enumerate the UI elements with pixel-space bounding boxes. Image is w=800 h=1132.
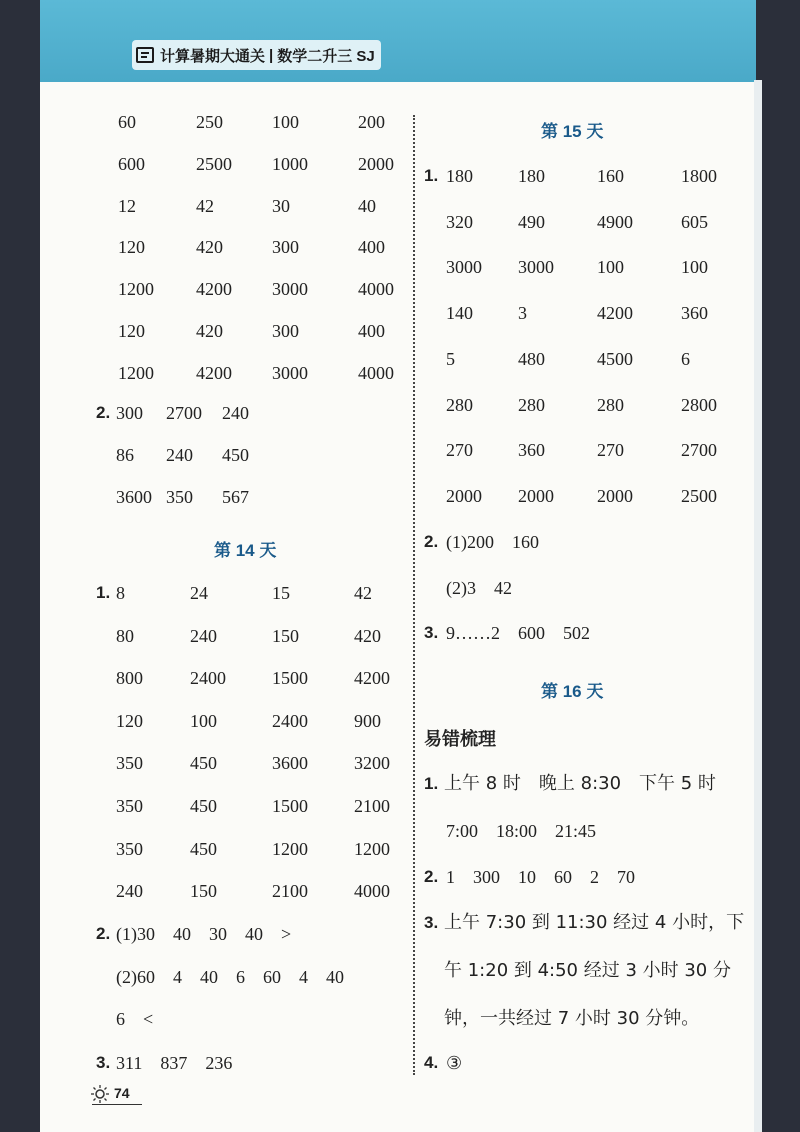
page-number: 74 [114, 1085, 130, 1101]
header-banner [132, 40, 381, 70]
day15-cell: 1800 [681, 166, 717, 186]
left-top-cell: 2000 [358, 153, 394, 174]
day15-cell: 100 [681, 257, 708, 278]
day15-q2-label: 2. [424, 532, 439, 551]
left-top-cell: 300 [272, 237, 299, 258]
day15-q2-line1: (1)200 160 [446, 532, 539, 552]
day14-cell: 900 [354, 710, 381, 731]
day14-cell: 4200 [354, 668, 390, 689]
day16-q4-answer: ③ [446, 1053, 463, 1073]
day15-cell: 100 [597, 257, 624, 278]
day14-title: 第 14 天 [214, 541, 277, 560]
day14-cell: 800 [116, 668, 143, 689]
day15-cell: 3 [518, 303, 527, 324]
day14-cell: 450 [190, 838, 217, 859]
day16-q2-label: 2. [424, 867, 439, 886]
day16-q3-line3: 钟，一共经过 7 小时 30 分钟。 [444, 1008, 700, 1029]
left-top-cell: 1200 [118, 362, 154, 383]
left-top-cell: 250 [196, 112, 223, 132]
left-top-cell: 2500 [196, 153, 232, 174]
day14-q2-line3: 6 < [116, 1009, 154, 1029]
day14-q2-line2: (2)60 4 40 6 60 4 40 [116, 967, 344, 987]
day14-cell: 1500 [272, 796, 308, 816]
day15-cell: 4500 [597, 348, 633, 369]
left-q2-cell: 350 [166, 487, 193, 507]
left-top-cell: 420 [196, 237, 223, 258]
day15-q3-answer: 9……2 600 502 [446, 623, 590, 643]
day14-cell: 2100 [272, 881, 308, 902]
day15-cell: 2800 [681, 394, 717, 415]
day15-cell: 140 [446, 303, 473, 324]
day16-title: 第 16 天 [541, 682, 604, 701]
day14-cell: 350 [116, 796, 143, 816]
book-title: 计算暑期大通关 [160, 47, 266, 65]
day15-cell: 5 [446, 348, 455, 369]
left-top-cell: 3000 [272, 362, 308, 383]
left-top-cell: 4200 [196, 279, 232, 300]
left-q2-cell: 240 [222, 403, 249, 423]
day14-q3-answer: 311 837 236 [116, 1053, 233, 1073]
day16-q1-line2: 7:00 18:00 21:45 [446, 821, 597, 841]
day14-q2-label: 2. [96, 924, 111, 943]
day14-cell: 1500 [272, 668, 308, 689]
left-top-cell: 4000 [358, 279, 394, 300]
day15-cell: 180 [446, 166, 473, 186]
day15-cell: 270 [446, 440, 473, 461]
left-top-cell: 300 [272, 321, 299, 341]
day14-cell: 3200 [354, 753, 390, 774]
column-divider [413, 115, 415, 1075]
day15-cell: 280 [446, 394, 473, 415]
day15-cell: 180 [518, 166, 545, 186]
left-q2-cell: 567 [222, 487, 249, 507]
left-q2-cell: 240 [166, 445, 193, 465]
left-q2-cell: 2700 [166, 403, 202, 423]
day15-cell: 280 [518, 394, 545, 415]
day15-cell: 4200 [597, 303, 633, 324]
day14-q1-label: 1. [96, 583, 111, 602]
left-top-cell: 200 [358, 112, 385, 132]
day14-cell: 8 [116, 583, 125, 603]
left-q2-cell: 86 [116, 445, 134, 465]
day15-cell: 6 [681, 348, 690, 369]
day14-cell: 15 [272, 583, 290, 603]
day15-cell: 480 [518, 348, 545, 369]
day15-cell: 605 [681, 211, 708, 232]
left-top-cell: 600 [118, 153, 145, 174]
day15-cell: 270 [597, 440, 624, 461]
day16-q1-label: 1. [424, 774, 439, 793]
day15-cell: 490 [518, 211, 545, 232]
day14-q2-line1: (1)30 40 30 40 > [116, 924, 292, 944]
day15-cell: 2700 [681, 440, 717, 461]
left-top-cell: 400 [358, 237, 385, 258]
left-top-cell: 120 [118, 321, 145, 341]
left-top-cell: 1000 [272, 153, 308, 174]
day14-cell: 24 [190, 583, 208, 603]
day15-q3-label: 3. [424, 623, 439, 642]
left-top-cell: 120 [118, 237, 145, 258]
day14-cell: 100 [190, 710, 217, 731]
day15-cell: 2000 [446, 485, 482, 506]
book-subtitle: 数学二升三 SJ [277, 47, 375, 65]
day15-cell: 320 [446, 211, 473, 232]
day14-cell: 80 [116, 625, 134, 646]
day15-title: 第 15 天 [541, 122, 604, 141]
day15-cell: 4900 [597, 211, 633, 232]
day14-cell: 3600 [272, 753, 308, 774]
day14-cell: 1200 [272, 838, 308, 859]
day14-q3-label: 3. [96, 1053, 111, 1072]
left-q2-cell: 300 [116, 403, 143, 423]
left-top-cell: 420 [196, 321, 223, 341]
day14-cell: 2100 [354, 796, 390, 816]
day16-q4-label: 4. [424, 1053, 439, 1072]
day15-cell: 2000 [518, 485, 554, 506]
left-top-cell: 100 [272, 112, 299, 132]
left-top-cell: 40 [358, 195, 376, 216]
day15-cell: 3000 [446, 257, 482, 278]
left-top-cell: 400 [358, 321, 385, 341]
day14-cell: 450 [190, 796, 217, 816]
day15-cell: 280 [597, 394, 624, 415]
day14-cell: 450 [190, 753, 217, 774]
day14-cell: 420 [354, 625, 381, 646]
day14-cell: 240 [116, 881, 143, 902]
left-top-cell: 1200 [118, 279, 154, 300]
left-top-cell: 12 [118, 195, 136, 216]
day14-cell: 4000 [354, 881, 390, 902]
left-top-cell: 4200 [196, 362, 232, 383]
day15-cell: 2000 [597, 485, 633, 506]
q2-label: 2. [96, 403, 111, 422]
day15-cell: 3000 [518, 257, 554, 278]
left-top-cell: 3000 [272, 279, 308, 300]
left-top-cell: 42 [196, 195, 214, 216]
day15-cell: 360 [681, 303, 708, 324]
title-separator: | [269, 46, 274, 64]
day15-q2-line2: (2)3 42 [446, 578, 512, 598]
left-q2-cell: 450 [222, 445, 249, 465]
footer-underline [92, 1104, 142, 1105]
day14-cell: 350 [116, 753, 143, 774]
day16-q3-line2: 午 1:20 到 4:50 经过 3 小时 30 分 [444, 960, 731, 981]
left-top-cell: 60 [118, 112, 136, 132]
day14-cell: 1200 [354, 838, 390, 859]
day14-cell: 240 [190, 625, 217, 646]
day15-cell: 360 [518, 440, 545, 461]
day14-cell: 350 [116, 838, 143, 859]
day16-q1-line1: 上午 8 时 晚上 8:30 下午 5 时 [444, 773, 716, 794]
day14-cell: 150 [272, 625, 299, 646]
left-top-cell: 30 [272, 195, 290, 216]
day15-q1-label: 1. [424, 166, 439, 185]
day14-cell: 42 [354, 583, 372, 603]
section-title-error-review: 易错梳理 [424, 729, 496, 749]
day14-cell: 120 [116, 710, 143, 731]
day16-q3-label: 3. [424, 913, 439, 932]
left-q2-cell: 3600 [116, 487, 152, 507]
sun-icon [90, 1084, 110, 1104]
day14-cell: 150 [190, 881, 217, 902]
left-top-cell: 4000 [358, 362, 394, 383]
day16-q3-line1: 上午 7:30 到 11:30 经过 4 小时，下 [444, 912, 745, 933]
day14-cell: 2400 [190, 668, 226, 689]
day15-cell: 2500 [681, 485, 717, 506]
day15-cell: 160 [597, 166, 624, 186]
day14-cell: 2400 [272, 710, 308, 731]
book-icon [136, 47, 154, 63]
day16-q2-answer: 1 300 10 60 2 70 [446, 867, 635, 887]
